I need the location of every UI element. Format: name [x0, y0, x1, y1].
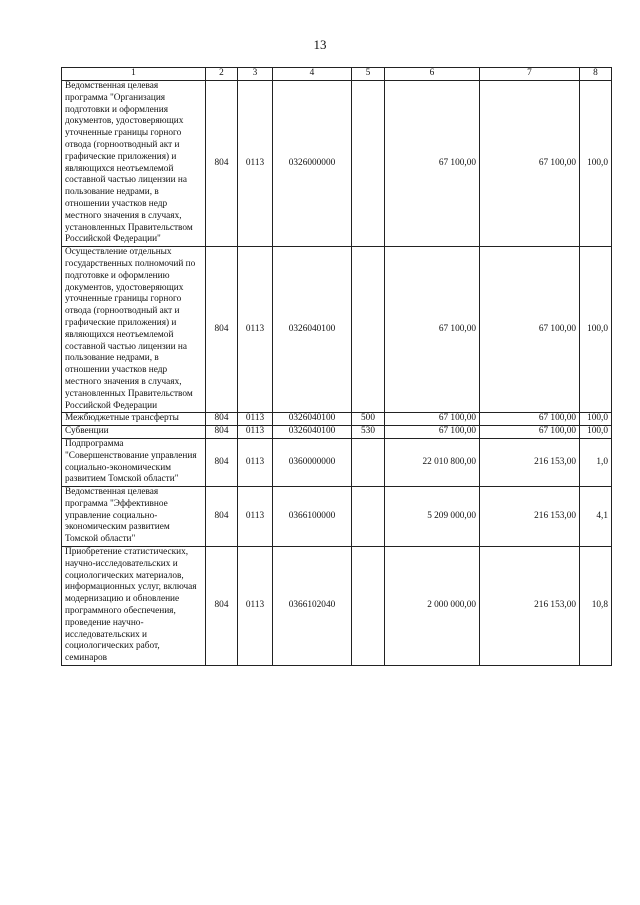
- expense-type-code: 500: [352, 413, 385, 426]
- plan-amount: 67 100,00: [385, 413, 480, 426]
- header-cell: 3: [238, 68, 273, 81]
- section-code: 0113: [238, 426, 273, 439]
- row-name: Ведомственная целевая программа "Организация подготовки и оформления документов, удостоверяющих уточненные границы горного отвода (горноотводный акт и графические приложения) и являющихся неотъемлемой составной частью лицензии на пользование недрами, в отношении участков недр местного значения в случаях, установленных Правительством Российской Федерации": [62, 81, 206, 247]
- header-cell: 6: [385, 68, 480, 81]
- row-name: Осуществление отдельных государственных полномочий по подготовке и оформлению документов, удостоверяющих уточненные границы горного отвода (горноотводный акт и графические приложения) и являющихся неотъемлемой составной частью лицензии на пользование недрами, в отношении участков недр местного значения в случаях, установленных Правительством Российской Федерации: [62, 247, 206, 413]
- row-name: Субвенции: [62, 426, 206, 439]
- target-code: 0326000000: [273, 81, 352, 247]
- ministry-code: 804: [206, 413, 238, 426]
- ministry-code: 804: [206, 81, 238, 247]
- header-cell: 7: [480, 68, 580, 81]
- ministry-code: 804: [206, 426, 238, 439]
- expense-type-code: [352, 81, 385, 247]
- percent-value: 100,0: [580, 426, 612, 439]
- fact-amount: 216 153,00: [480, 547, 580, 666]
- fact-amount: 67 100,00: [480, 247, 580, 413]
- fact-amount: 67 100,00: [480, 426, 580, 439]
- target-code: 0360000000: [273, 438, 352, 486]
- percent-value: 100,0: [580, 413, 612, 426]
- table-row: [62, 426, 612, 439]
- fact-amount: 67 100,00: [480, 413, 580, 426]
- section-code: 0113: [238, 247, 273, 413]
- plan-amount: 67 100,00: [385, 81, 480, 247]
- table-row: [62, 413, 612, 426]
- expense-type-code: 530: [352, 426, 385, 439]
- table-row: [62, 487, 612, 547]
- target-code: 0326040100: [273, 413, 352, 426]
- plan-amount: 67 100,00: [385, 426, 480, 439]
- plan-amount: 67 100,00: [385, 247, 480, 413]
- budget-table: [61, 67, 612, 666]
- target-code: 0366100000: [273, 487, 352, 547]
- section-code: 0113: [238, 81, 273, 247]
- percent-value: 100,0: [580, 81, 612, 247]
- table-row: [62, 547, 612, 666]
- header-cell: 1: [62, 68, 206, 81]
- header-cell: 2: [206, 68, 238, 81]
- ministry-code: 804: [206, 487, 238, 547]
- header-cell: 5: [352, 68, 385, 81]
- expense-type-code: [352, 547, 385, 666]
- expense-type-code: [352, 487, 385, 547]
- expense-type-code: [352, 438, 385, 486]
- target-code: 0326040100: [273, 426, 352, 439]
- expense-type-code: [352, 247, 385, 413]
- fact-amount: 216 153,00: [480, 438, 580, 486]
- ministry-code: 804: [206, 438, 238, 486]
- section-code: 0113: [238, 413, 273, 426]
- ministry-code: 804: [206, 247, 238, 413]
- header-cell: 4: [273, 68, 352, 81]
- target-code: 0366102040: [273, 547, 352, 666]
- row-name: Подпрограмма "Совершенствование управления социально-экономическим развитием Томской области": [62, 438, 206, 486]
- table-row: [62, 247, 612, 413]
- percent-value: 10,8: [580, 547, 612, 666]
- table-header-row: [62, 68, 612, 81]
- plan-amount: 22 010 800,00: [385, 438, 480, 486]
- target-code: 0326040100: [273, 247, 352, 413]
- page-number: 13: [313, 37, 327, 52]
- plan-amount: 5 209 000,00: [385, 487, 480, 547]
- percent-value: 4,1: [580, 487, 612, 547]
- row-name: Ведомственная целевая программа "Эффективное управление социально-экономическим развитием Томской области": [62, 487, 206, 547]
- row-name: Межбюджетные трансферты: [62, 413, 206, 426]
- table-row: [62, 438, 612, 486]
- plan-amount: 2 000 000,00: [385, 547, 480, 666]
- ministry-code: 804: [206, 547, 238, 666]
- header-cell: 8: [580, 68, 612, 81]
- row-name: Приобретение статистических, научно-исследовательских и социологических материалов, информационных услуг, включая модернизацию и обновление программного обеспечения, проведение научно-исследовательских и социологических работ, семинаров: [62, 547, 206, 666]
- fact-amount: 216 153,00: [480, 487, 580, 547]
- section-code: 0113: [238, 547, 273, 666]
- percent-value: 1,0: [580, 438, 612, 486]
- table-row: [62, 81, 612, 247]
- percent-value: 100,0: [580, 247, 612, 413]
- section-code: 0113: [238, 487, 273, 547]
- fact-amount: 67 100,00: [480, 81, 580, 247]
- section-code: 0113: [238, 438, 273, 486]
